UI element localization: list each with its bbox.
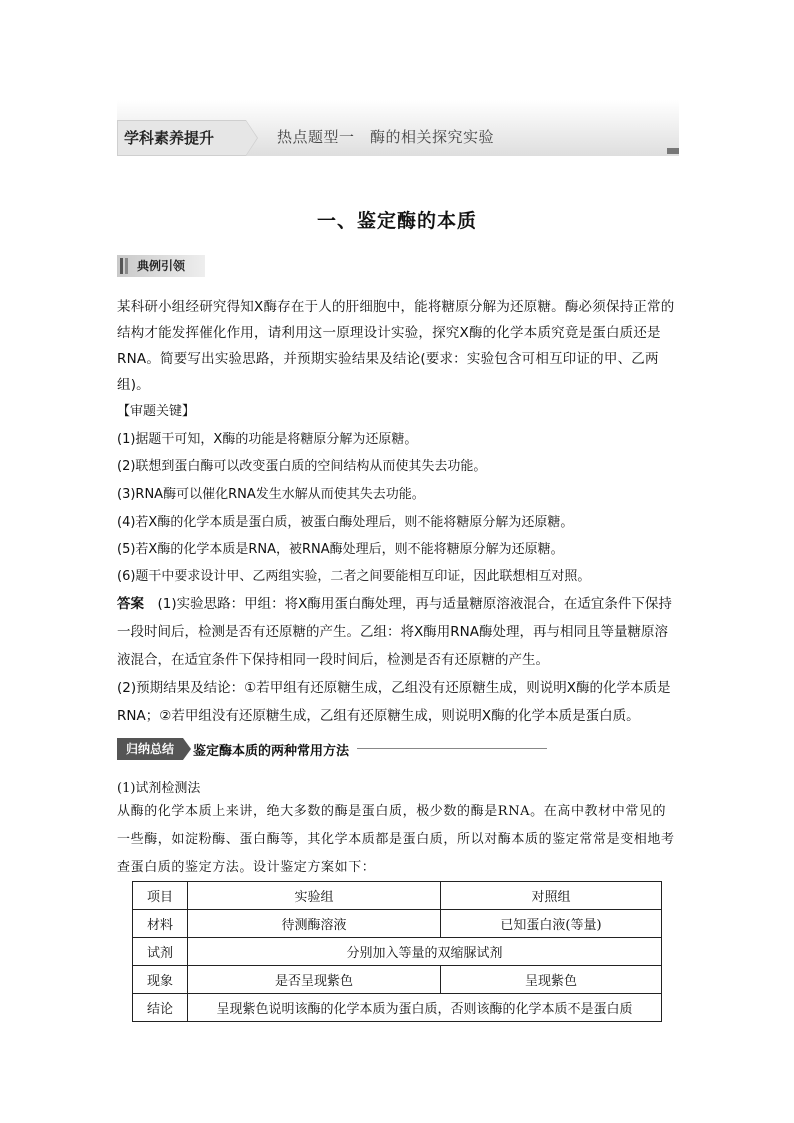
identification-table [132,881,662,1022]
analysis-point-3: (3)RNA酶可以催化RNA发生水解从而使其失去功能。 [117,487,425,502]
table-row [133,938,662,966]
section-banner [117,100,679,156]
summary-title: 鉴定酶本质的两种常用方法 [193,744,350,759]
method-1-text: 从酶的化学本质上来讲，绝大多数的酶是蛋白质，极少数的酶是RNA。在高中教材中常见的一些酶，如淀粉酶、蛋白酶等，其化学本质都是蛋白质，所以对酶本质的鉴定常常是变相地考查蛋白质的鉴定方法。设计鉴定方案如下： [117,804,675,875]
method-1-heading: (1)试剂检测法 [117,781,201,796]
answer-part-1 [117,590,679,674]
summary-tag: 归纳总结 [117,738,183,760]
table-cell: 现象 [133,966,188,994]
example-label-text: 典例引领 [137,259,186,273]
table-cell: 待测酶溶液 [188,910,441,938]
analysis-point-2: (2)联想到蛋白酶可以改变蛋白质的空间结构从而使其失去功能。 [117,459,487,474]
analysis-point-4: (4)若X酶的化学本质是蛋白质，被蛋白酶处理后，则不能将糖原分解为还原糖。 [117,515,574,530]
label-bars-icon [120,258,123,274]
table-cell: 试剂 [133,938,188,966]
answer-label: 答案 [117,596,144,612]
table-cell: 分别加入等量的双缩脲试剂 [188,938,662,966]
table-cell: 对照组 [441,882,662,910]
table-cell: 是否呈现紫色 [188,966,441,994]
summary-header [117,738,437,760]
banner-tag: 学科素养提升 [117,120,246,156]
answer-part-1-text: (1)实验思路：甲组：将X酶用蛋白酶处理，再与适量糖原溶液混合，在适宜条件下保持一段时间后，检测是否有还原糖的产生。乙组：将X酶用RNA酶处理，再与相同且等量糖原溶液混合，在适宜条件下保持相同一段时间后，检测是否有还原糖的产生。 [117,596,672,668]
table-row [133,994,662,1022]
table-cell: 实验组 [188,882,441,910]
table-cell: 材料 [133,910,188,938]
table-cell: 已知蛋白液(等量) [441,910,662,938]
banner-corner-mark [667,148,679,154]
table-cell: 呈现紫色说明该酶的化学本质为蛋白质，否则该酶的化学本质不是蛋白质 [188,994,662,1022]
analysis-point-5: (5)若X酶的化学本质是RNA，被RNA酶处理后，则不能将糖原分解为还原糖。 [117,542,564,557]
answer-part-2: (2)预期结果及结论：①若甲组有还原糖生成，乙组没有还原糖生成，则说明X酶的化学本质是RNA；②若甲组没有还原糖生成，乙组有还原糖生成，则说明X酶的化学本质是蛋白质。 [117,680,671,724]
table-row [133,966,662,994]
table-row [133,910,662,938]
summary-rule [357,748,547,749]
analysis-heading: 【审题关键】 [117,404,196,419]
banner-title: 热点题型一 酶的相关探究实验 [277,128,495,146]
main-title: 一、鉴定酶的本质 [316,210,477,232]
question-text: 某科研小组经研究得知X酶存在于人的肝细胞中，能将糖原分解为还原糖。酶必须保持正常的结构才能发挥催化作用，请利用这一原理设计实验，探究X酶的化学本质究竟是蛋白质还是RNA。简要写出实验思路，并预期实验结果及结论(要求：实验包含可相互印证的甲、乙两组)。 [117,299,675,393]
example-label [117,255,205,277]
analysis-point-6: (6)题干中要求设计甲、乙两组实验，二者之间要能相互印证，因此联想相互对照。 [117,569,591,584]
table-cell: 呈现紫色 [441,966,662,994]
table-cell: 结论 [133,994,188,1022]
table-row [133,882,662,910]
table-cell: 项目 [133,882,188,910]
analysis-point-1: (1)据题干可知，X酶的功能是将糖原分解为还原糖。 [117,432,418,447]
